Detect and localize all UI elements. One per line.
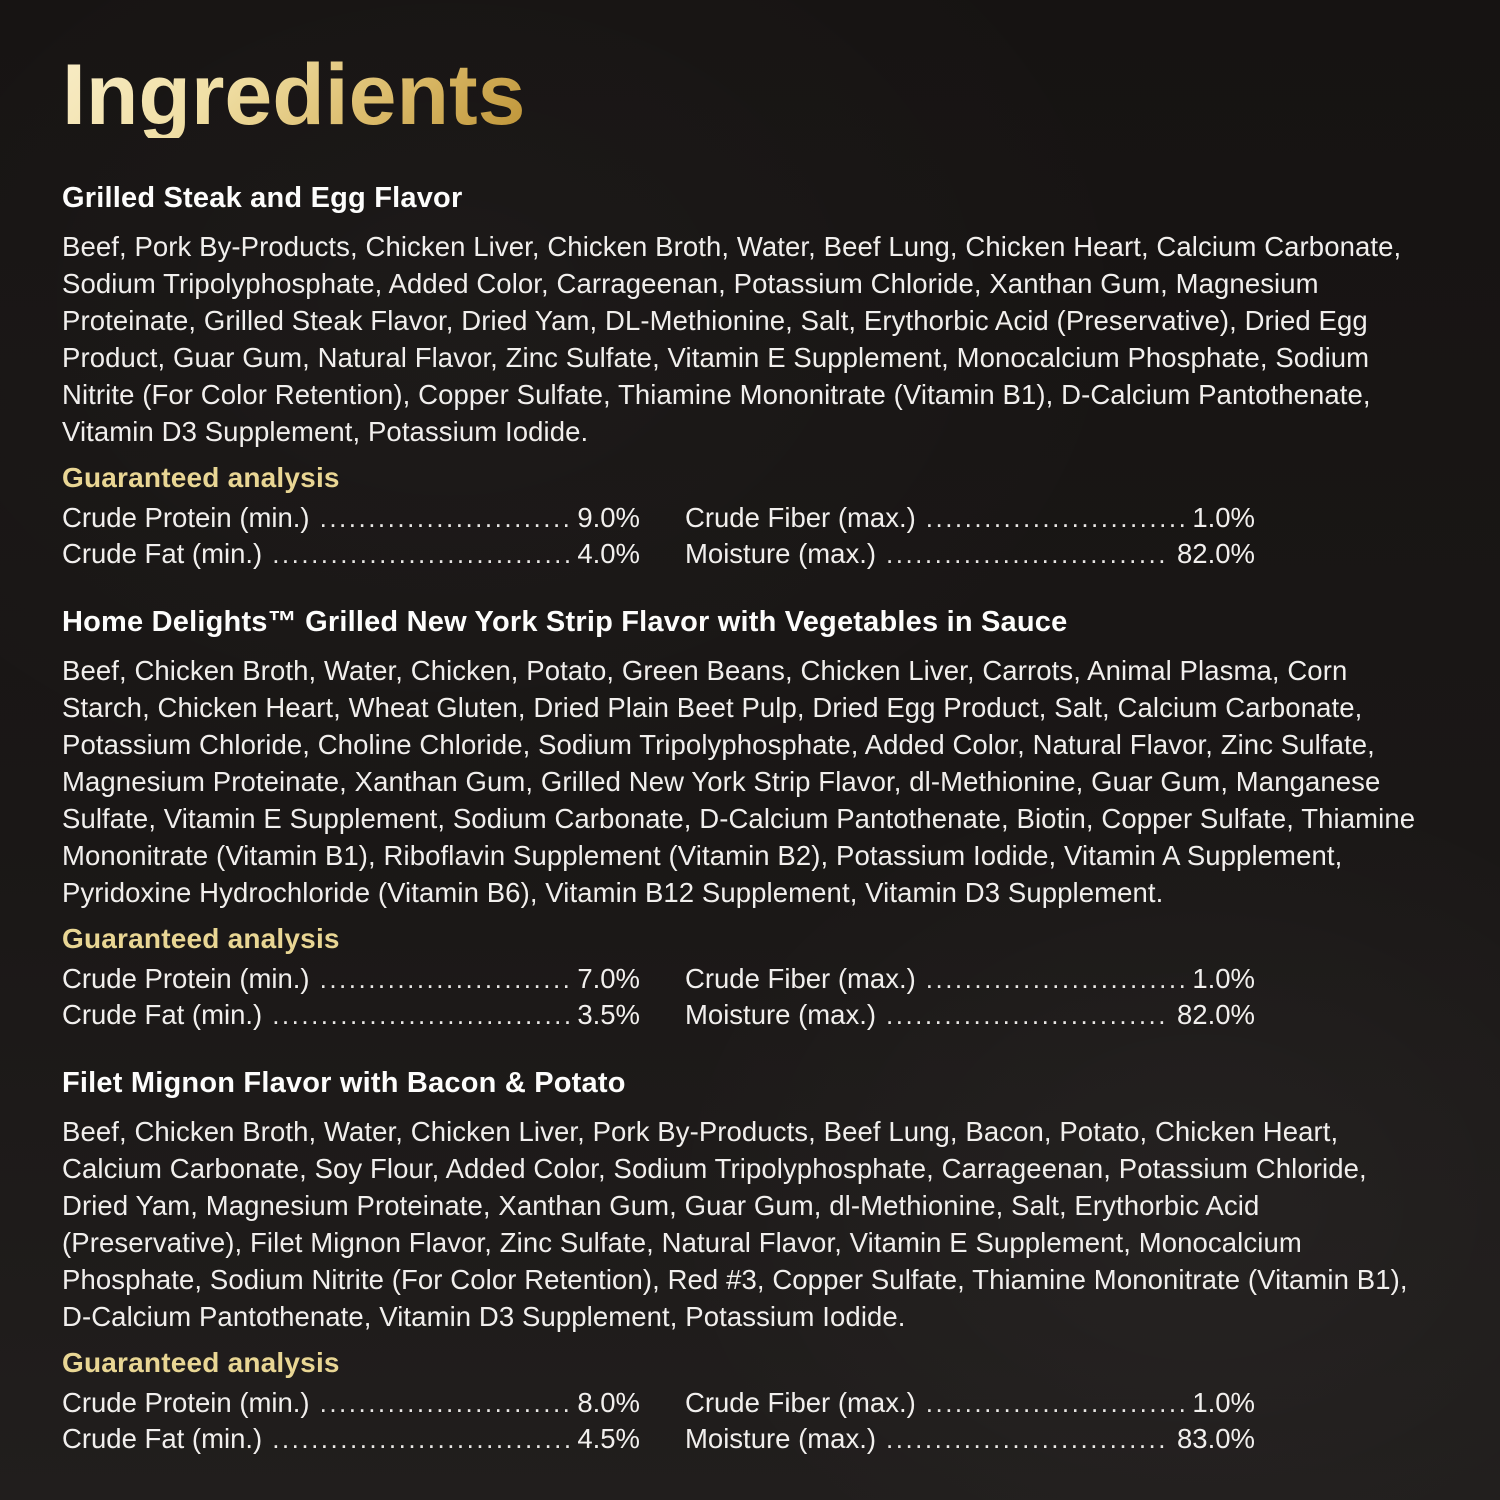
- analysis-label: Crude Fiber (max.): [685, 963, 916, 994]
- dot-leader: [926, 500, 1185, 536]
- analysis-row: [685, 1421, 1255, 1457]
- analysis-value: 9.0%: [577, 502, 640, 533]
- analysis-label: Moisture (max.): [685, 538, 876, 569]
- analysis-label: Crude Fat (min.): [62, 999, 263, 1030]
- analysis-value: 1.0%: [1192, 1387, 1255, 1418]
- analysis-value: 82.0%: [1177, 538, 1255, 569]
- guaranteed-analysis-heading: Guaranteed analysis: [62, 923, 340, 954]
- analysis-label: Crude Protein (min.): [62, 963, 310, 994]
- dot-leader: [320, 1385, 570, 1421]
- dot-leader: [272, 536, 569, 572]
- analysis-column-left: [62, 500, 640, 572]
- analysis-value: 83.0%: [1177, 1423, 1255, 1454]
- flavor-heading: Home Delights™ Grilled New York Strip Flavor with Vegetables in Sauce: [62, 606, 1068, 638]
- analysis-label: Crude Fat (min.): [62, 1423, 263, 1454]
- flavor-section-home-delights-ny-strip: [62, 606, 1438, 1033]
- analysis-row: [685, 961, 1255, 997]
- analysis-label: Moisture (max.): [685, 999, 876, 1030]
- guaranteed-analysis-heading: Guaranteed analysis: [62, 462, 340, 493]
- analysis-row: [62, 1385, 640, 1421]
- dot-leader: [320, 961, 570, 997]
- dot-leader: [886, 997, 1169, 1033]
- dot-leader: [926, 961, 1185, 997]
- guaranteed-analysis-table: [62, 1385, 1438, 1457]
- analysis-value: 1.0%: [1192, 502, 1255, 533]
- analysis-value: 4.0%: [577, 538, 640, 569]
- flavor-section-filet-mignon: [62, 1067, 1438, 1457]
- analysis-label: Crude Fiber (max.): [685, 1387, 916, 1418]
- analysis-label: Moisture (max.): [685, 1423, 876, 1454]
- analysis-label: Crude Protein (min.): [62, 502, 310, 533]
- ingredients-list: Beef, Chicken Broth, Water, Chicken Liver, Pork By-Products, Beef Lung, Bacon, Potato, Chicken Heart, Calcium Carbonate, Soy Flour, Added Color, Sodium Tripolyphosphate, Carrageenan, Potassium Chloride, Dried Yam, Magnesium Proteinate, Xanthan Gum, Guar Gum, dl-Methionine, Salt, Erythorbic Acid (Preservative), Filet Mignon Flavor, Zinc Sulfate, Natural Flavor, Vitamin E Supplement, Monocalcium Phosphate, Sodium Nitrite (For Color Retention), Red #3, Copper Sulfate, Thiamine Mononitrate (Vitamin B1), D-Calcium Pantothenate, Vitamin D3 Supplement, Potassium Iodide.: [62, 1116, 1408, 1332]
- analysis-column-left: [62, 1385, 640, 1457]
- ingredients-list: Beef, Chicken Broth, Water, Chicken, Potato, Green Beans, Chicken Liver, Carrots, Animal Plasma, Corn Starch, Chicken Heart, Wheat Gluten, Dried Plain Beet Pulp, Dried Egg Product, Salt, Calcium Carbonate, Potassium Chloride, Choline Chloride, Sodium Tripolyphosphate, Added Color, Natural Flavor, Zinc Sulfate, Magnesium Proteinate, Xanthan Gum, Grilled New York Strip Flavor, dl-Methionine, Guar Gum, Manganese Sulfate, Vitamin E Supplement, Sodium Carbonate, D-Calcium Pantothenate, Biotin, Copper Sulfate, Thiamine Mononitrate (Vitamin B1), Riboflavin Supplement (Vitamin B2), Potassium Iodide, Vitamin A Supplement, Pyridoxine Hydrochloride (Vitamin B6), Vitamin B12 Supplement, Vitamin D3 Supplement.: [62, 655, 1416, 908]
- analysis-row: [62, 961, 640, 997]
- guaranteed-analysis-table: [62, 961, 1438, 1033]
- analysis-row: [685, 997, 1255, 1033]
- analysis-column-right: [685, 961, 1255, 1033]
- analysis-value: 1.0%: [1192, 963, 1255, 994]
- analysis-row: [62, 997, 640, 1033]
- flavor-heading: Grilled Steak and Egg Flavor: [62, 182, 463, 214]
- analysis-label: Crude Fiber (max.): [685, 502, 916, 533]
- analysis-row: [62, 500, 640, 536]
- guaranteed-analysis-table: [62, 500, 1438, 572]
- analysis-label: Crude Protein (min.): [62, 1387, 310, 1418]
- analysis-value: 82.0%: [1177, 999, 1255, 1030]
- analysis-value: 4.5%: [577, 1423, 640, 1454]
- dot-leader: [886, 1421, 1169, 1457]
- analysis-value: 8.0%: [577, 1387, 640, 1418]
- dot-leader: [886, 536, 1169, 572]
- analysis-column-right: [685, 500, 1255, 572]
- flavor-section-grilled-steak-egg: [62, 182, 1438, 572]
- dot-leader: [272, 1421, 569, 1457]
- analysis-row: [685, 500, 1255, 536]
- dot-leader: [320, 500, 570, 536]
- analysis-value: 3.5%: [577, 999, 640, 1030]
- page-title: Ingredients: [62, 47, 526, 143]
- ingredients-list: Beef, Pork By-Products, Chicken Liver, Chicken Broth, Water, Beef Lung, Chicken Heart, Calcium Carbonate, Sodium Tripolyphosphate, Added Color, Carrageenan, Potassium Chloride, Xanthan Gum, Magnesium Proteinate, Grilled Steak Flavor, Dried Yam, DL-Methionine, Salt, Erythorbic Acid (Preservative), Dried Egg Product, Guar Gum, Natural Flavor, Zinc Sulfate, Vitamin E Supplement, Monocalcium Phosphate, Sodium Nitrite (For Color Retention), Copper Sulfate, Thiamine Mononitrate (Vitamin B1), D-Calcium Pantothenate, Vitamin D3 Supplement, Potassium Iodide.: [62, 231, 1402, 447]
- analysis-row: [685, 536, 1255, 572]
- guaranteed-analysis-heading: Guaranteed analysis: [62, 1347, 340, 1378]
- analysis-column-left: [62, 961, 640, 1033]
- analysis-value: 7.0%: [577, 963, 640, 994]
- analysis-label: Crude Fat (min.): [62, 538, 263, 569]
- dot-leader: [926, 1385, 1185, 1421]
- analysis-column-right: [685, 1385, 1255, 1457]
- dot-leader: [272, 997, 569, 1033]
- flavor-heading: Filet Mignon Flavor with Bacon & Potato: [62, 1067, 626, 1099]
- analysis-row: [685, 1385, 1255, 1421]
- analysis-row: [62, 1421, 640, 1457]
- analysis-row: [62, 536, 640, 572]
